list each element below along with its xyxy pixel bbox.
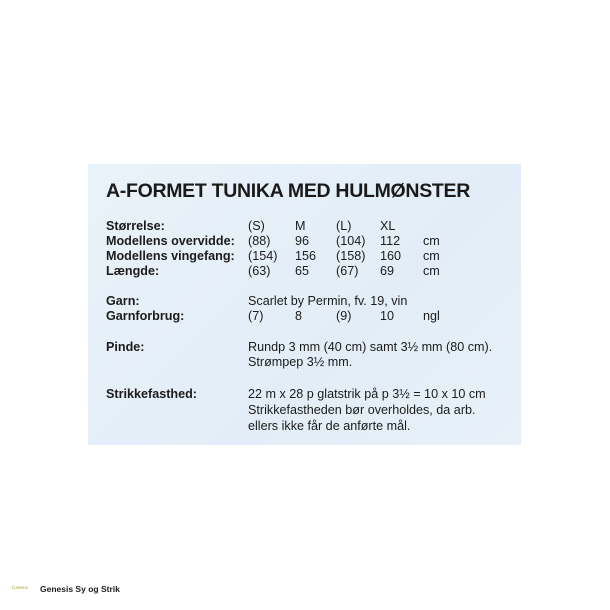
yarn-usage-label: Garnforbrug: [106,309,185,323]
yarn-usage-value: 8 [295,309,303,323]
measurement-value: (158) [336,249,366,263]
measurement-label: Modellens overvidde: [106,234,235,248]
gauge-line: ellers ikke får de anførte mål. [248,419,411,433]
measurement-label: Modellens vingefang: [106,249,235,263]
size-xl: XL [380,219,396,233]
measurement-value: 160 [380,249,402,263]
measurement-value: (154) [248,249,278,263]
yarn-usage-value: 10 [380,309,395,323]
gauge-line: Strikkefastheden bør overholdes, da arb. [248,403,476,417]
yarn-usage-value: (7) [248,309,264,323]
measurement-unit: cm [423,249,440,263]
measurement-value: (88) [248,234,271,248]
yarn-value: Scarlet by Permin, fv. 19, vin [248,294,408,308]
sizes-label: Størrelse: [106,219,165,233]
measurement-value: (104) [336,234,366,248]
measurement-unit: cm [423,264,440,278]
yarn-usage-value: (9) [336,309,352,323]
size-m: M [295,219,306,233]
pattern-title: A-FORMET TUNIKA MED HULMØNSTER [106,180,470,202]
needles-line: Strømpep 3½ mm. [248,355,353,369]
measurement-value: 65 [295,264,310,278]
measurement-value: 69 [380,264,395,278]
watermark-text: Genesis Sy og Strik [40,584,120,594]
measurement-label: Længde: [106,264,160,278]
measurement-value: 156 [295,249,317,263]
gauge-line: 22 m x 28 p glatstrik på p 3½ = 10 x 10 cm [248,387,486,401]
yarn-label: Garn: [106,294,140,308]
needles-label: Pinde: [106,340,145,354]
yarn-usage-unit: ngl [423,309,440,323]
measurement-value: 96 [295,234,310,248]
size-s: (S) [248,219,265,233]
measurement-value: (67) [336,264,359,278]
measurement-value: (63) [248,264,271,278]
measurement-unit: cm [423,234,440,248]
size-l: (L) [336,219,352,233]
needles-line: Rundp 3 mm (40 cm) samt 3½ mm (80 cm). [248,340,493,354]
measurement-value: 112 [380,234,401,248]
genesis-logo-icon: Genesis [12,586,28,591]
gauge-label: Strikkefasthed: [106,387,197,401]
